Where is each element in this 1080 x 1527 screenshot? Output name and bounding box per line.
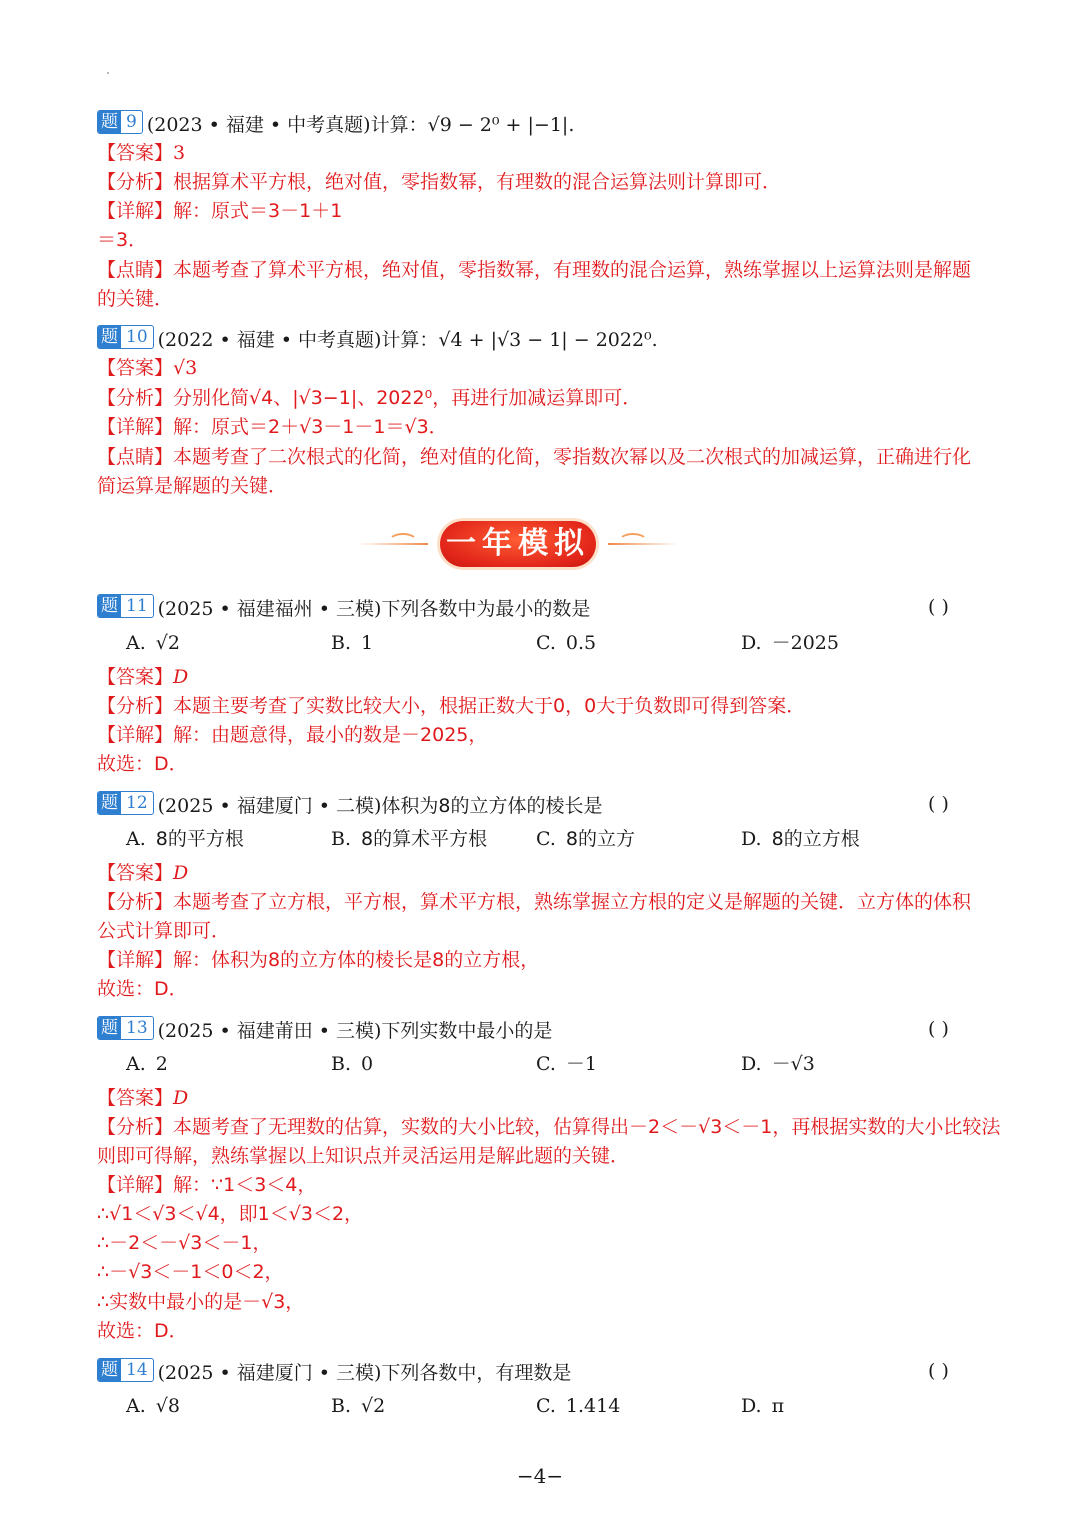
analysis-10: 【分析】分别化简√4、|√3−1|、2022⁰，再进行加减运算即可．	[97, 387, 642, 409]
answer-blank: ( )	[928, 1018, 949, 1040]
question-expression: √9 − 2⁰ + |−1|.	[427, 114, 575, 136]
question-stem: 体积为8的立方体的棱长是	[381, 795, 603, 817]
option-c: C. 0.5	[536, 632, 597, 654]
comment-10-line2: 简运算是解题的关键．	[97, 475, 288, 497]
answer-blank: ( )	[928, 596, 949, 618]
detail-11: 【详解】解：由题意得，最小的数是－2025，	[97, 724, 488, 746]
question-9	[97, 110, 574, 138]
analysis-12-line2: 公式计算即可．	[97, 920, 231, 942]
question-source: (2025 • 福建莆田 • 三模)	[157, 1020, 382, 1042]
question-stem: 下列各数中，有理数是	[381, 1362, 572, 1384]
detail-13-line3: ∴－2＜－√3＜－1，	[97, 1232, 272, 1254]
detail-9-line2: ＝3．	[97, 229, 148, 251]
option-d: D. －2025	[741, 632, 839, 654]
analysis-12: 【分析】本题考查了立方根，平方根，算术平方根，熟练掌握立方根的定义是解题的关键．立方体的体积	[97, 891, 972, 913]
answer-11: 【答案】D	[97, 666, 189, 688]
detail-10: 【详解】解：原式＝2＋√3－1－1＝√3．	[97, 416, 448, 438]
scan-dot	[107, 72, 109, 74]
option-d: D. π	[741, 1395, 785, 1417]
answer-blank: ( )	[928, 1360, 949, 1382]
option-c: C. 1.414	[536, 1395, 621, 1417]
question-expression: √4 + |√3 − 1| − 2022⁰.	[438, 329, 658, 351]
question-badge: 题 13	[97, 1016, 154, 1040]
question-13	[97, 1016, 552, 1044]
option-d: D. 8的立方根	[741, 828, 860, 850]
question-source: (2025 • 福建福州 • 三模)	[157, 598, 382, 620]
analysis-11: 【分析】本题主要考查了实数比较大小，根据正数大于0，0大于负数即可得到答案．	[97, 695, 806, 717]
choose-11: 故选：D．	[97, 753, 188, 775]
question-stem: 下列各数中为最小的数是	[381, 598, 591, 620]
answer-10: 【答案】√3	[97, 357, 198, 379]
option-c: C. 8的立方	[536, 828, 635, 850]
banner-decoration-right	[608, 543, 678, 545]
detail-13-line4: ∴－√3＜－1＜0＜2，	[97, 1261, 284, 1283]
question-stem: 计算：	[370, 114, 428, 136]
question-11	[97, 594, 590, 622]
question-badge: 题 11	[97, 594, 154, 618]
question-stem: 计算：	[381, 329, 439, 351]
question-badge: 题 9	[97, 110, 143, 134]
comment-9: 【点睛】本题考查了算术平方根，绝对值，零指数幂，有理数的混合运算，熟练掌握以上运算法则是解题	[97, 259, 972, 281]
answer-9: 【答案】3	[97, 142, 186, 164]
question-source: (2022 • 福建 • 中考真题)	[157, 329, 382, 351]
option-b: B. 0	[331, 1053, 374, 1075]
question-badge: 题 12	[97, 791, 154, 815]
choose-12: 故选：D．	[97, 978, 188, 1000]
comment-10: 【点睛】本题考查了二次根式的化简，绝对值的化简，零指数次幂以及二次根式的加减运算，正确进行化	[97, 446, 972, 468]
option-c: C. －1	[536, 1053, 597, 1075]
option-b: B. 8的算术平方根	[331, 828, 488, 850]
banner-swirl-right-icon	[618, 533, 648, 551]
answer-12: 【答案】D	[97, 862, 189, 884]
analysis-13-line2: 则即可得解，熟练掌握以上知识点并灵活运用是解此题的关键．	[97, 1145, 630, 1167]
question-stem: 下列实数中最小的是	[381, 1020, 553, 1042]
detail-9: 【详解】解：原式＝3－1＋1	[97, 200, 343, 222]
detail-13-line2: ∴√1＜√3＜√4，即1＜√3＜2，	[97, 1203, 364, 1225]
answer-13: 【答案】D	[97, 1087, 189, 1109]
question-badge: 题 10	[97, 325, 154, 349]
detail-12: 【详解】解：体积为8的立方体的棱长是8的立方根，	[97, 949, 540, 971]
section-title: 一年模拟	[440, 521, 596, 567]
question-12	[97, 791, 603, 819]
banner-swirl-left-icon	[388, 533, 418, 551]
analysis-13: 【分析】本题考查了无理数的估算，实数的大小比较，估算得出－2＜－√3＜－1，再根据实数的大小比较法	[97, 1116, 1001, 1138]
option-a: A. √2	[126, 632, 180, 654]
option-a: A. 8的平方根	[126, 828, 244, 850]
choose-13: 故选：D．	[97, 1320, 188, 1342]
question-14	[97, 1358, 571, 1386]
option-a: A. 2	[126, 1053, 168, 1075]
question-badge: 题 14	[97, 1358, 154, 1382]
section-banner	[358, 519, 678, 569]
option-b: B. √2	[331, 1395, 386, 1417]
option-a: A. √8	[126, 1395, 180, 1417]
question-10	[97, 325, 658, 353]
detail-13-line5: ∴实数中最小的是－√3，	[97, 1291, 305, 1313]
comment-9-line2: 的关键．	[97, 288, 174, 310]
page-number: −4−	[516, 1464, 564, 1488]
option-d: D. －√3	[741, 1053, 815, 1075]
detail-13: 【详解】解：∵1＜3＜4，	[97, 1174, 317, 1196]
question-source: (2023 • 福建 • 中考真题)	[146, 114, 371, 136]
question-source: (2025 • 福建厦门 • 三模)	[157, 1362, 382, 1384]
question-source: (2025 • 福建厦门 • 二模)	[157, 795, 382, 817]
option-b: B. 1	[331, 632, 374, 654]
answer-blank: ( )	[928, 793, 949, 815]
analysis-9: 【分析】根据算术平方根，绝对值，零指数幂，有理数的混合运算法则计算即可．	[97, 171, 782, 193]
